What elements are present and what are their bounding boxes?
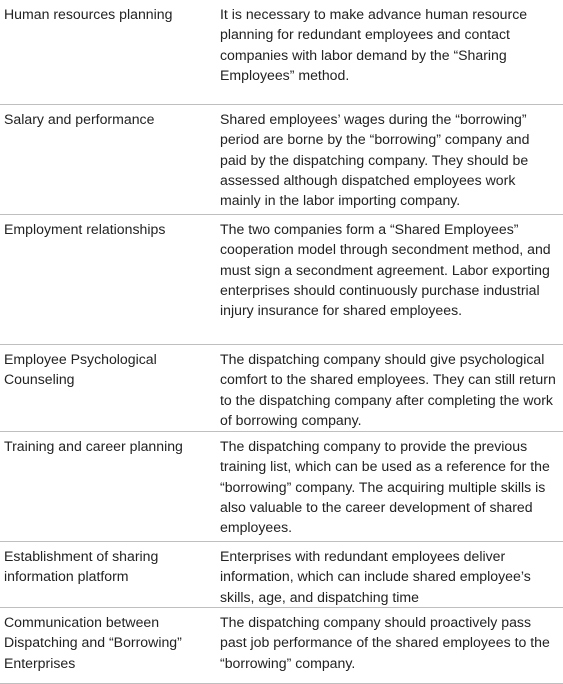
table-row: [0, 344, 563, 431]
row-description: Shared employees’ wages during the “borrowing” period are borne by the “borrowing” company and paid by the dispatching company. They should be assessed although dispatched employees work mainly in the labor importing company.: [220, 111, 530, 209]
table-row: [0, 607, 563, 684]
row-description: Enterprises with redundant employees deliver information, which can include shared employee’s skills, age, and dispatching time: [220, 548, 531, 605]
row-label: Training and career planning: [4, 438, 183, 454]
row-description: The dispatching company should proactively pass past job performance of the shared employees to the “borrowing” company.: [220, 614, 550, 671]
table-row: [0, 0, 563, 104]
row-label: Salary and performance: [4, 111, 155, 127]
row-label: Establishment of sharing information platform: [4, 548, 159, 585]
row-description: The dispatching company to provide the previous training list, which can be used as a reference for the “borrowing” company. The acquiring multiple skills is also valuable to the career development of shared employees.: [220, 438, 550, 536]
row-label: Human resources planning: [4, 6, 173, 22]
table-row: [0, 214, 563, 344]
row-description: It is necessary to make advance human resource planning for redundant employees and contact companies with labor demand by the “Sharing Employees” method.: [220, 6, 528, 83]
row-label: Communication between Dispatching and “Borrowing” Enterprises: [4, 614, 182, 671]
row-label: Employment relationships: [4, 221, 166, 237]
row-description: The dispatching company should give psychological comfort to the shared employees. They can still return to the dispatching company after completing the work of borrowing company.: [220, 351, 556, 428]
row-description: The two companies form a “Shared Employees” cooperation model through secondment method, and must sign a secondment agreement. Labor exporting enterprises should continuously purchase industrial injury insurance for shared employees.: [220, 221, 551, 319]
row-label: Employee Psychological Counseling: [4, 351, 157, 388]
table-row: [0, 541, 563, 607]
table-row: [0, 104, 563, 214]
table-row: [0, 431, 563, 541]
